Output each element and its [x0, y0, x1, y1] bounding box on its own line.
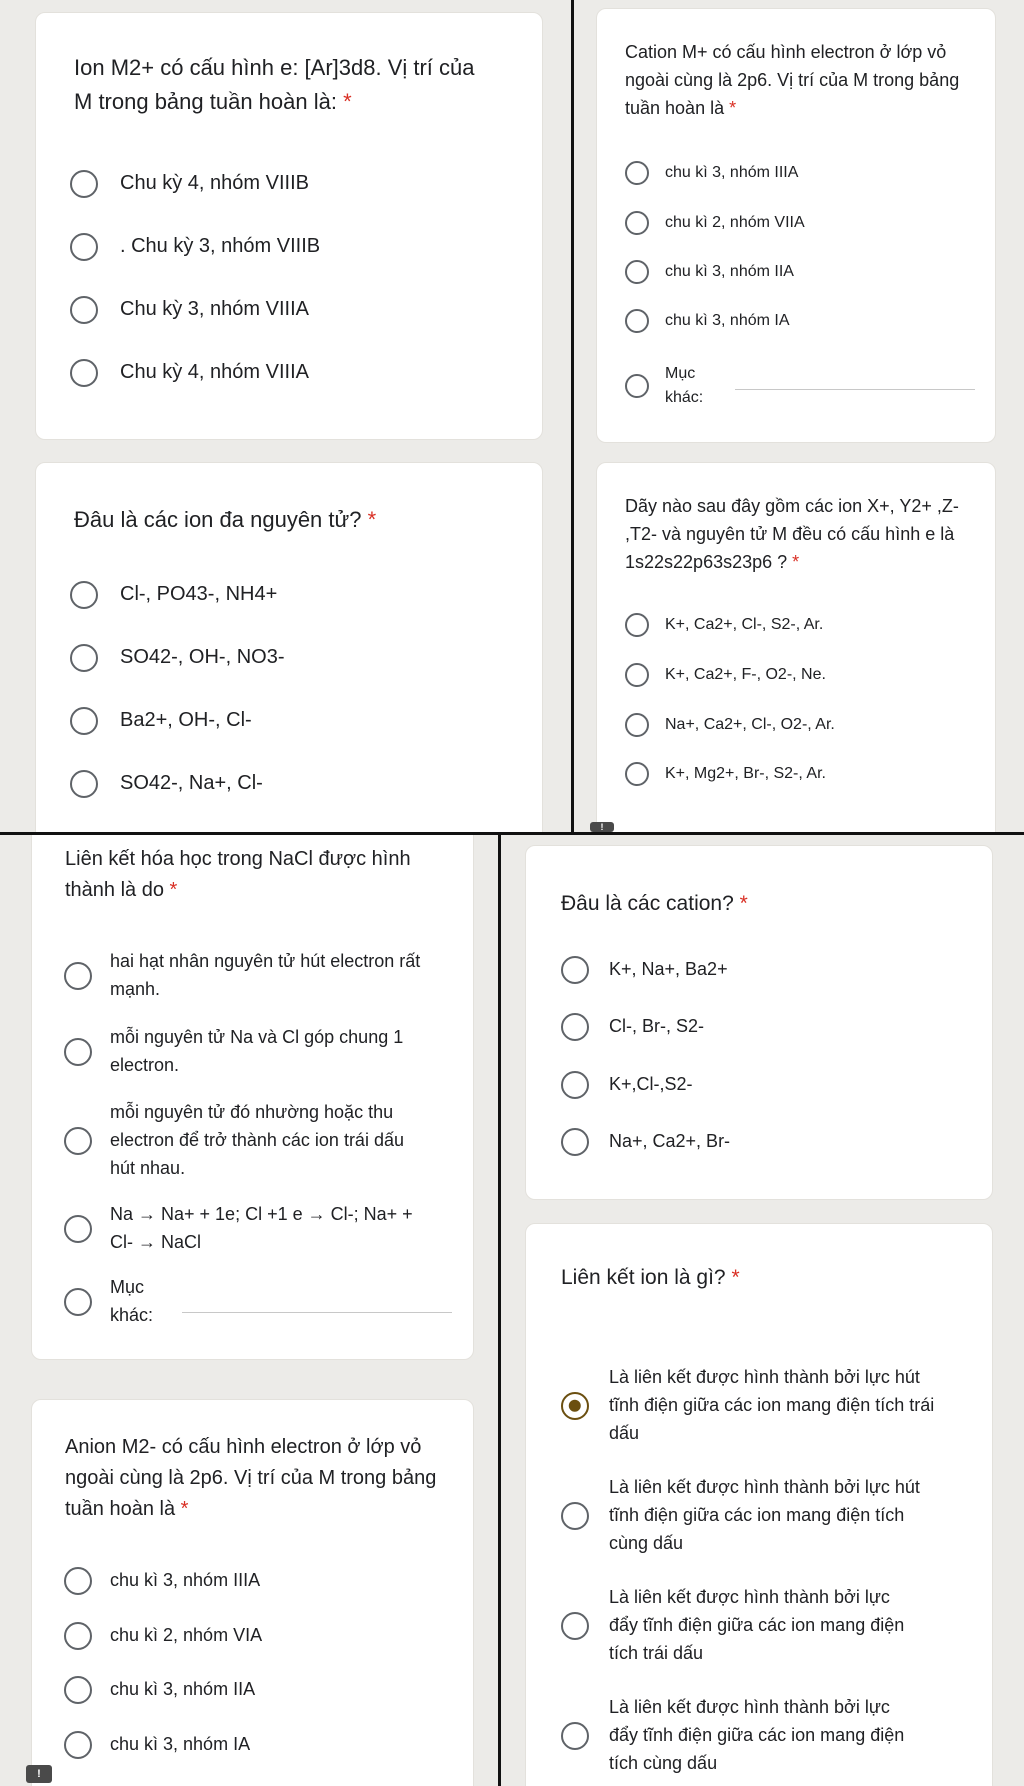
option-q6-4[interactable] — [64, 1731, 250, 1759]
radio-button[interactable] — [561, 956, 589, 984]
question-title-q6: Anion M2- có cấu hình electron ở lớp vỏ ngoài cùng là 2p6. Vị trí của M trong bảng tuần hoàn là * — [65, 1436, 437, 1520]
option-label: Na+, Ca2+, Cl-, O2-, Ar. — [665, 716, 835, 733]
screenshot-top-right — [574, 0, 1024, 832]
option-q4-4[interactable] — [625, 762, 826, 787]
radio-button[interactable] — [625, 613, 649, 637]
other-label: Mục khác: — [110, 1277, 154, 1325]
option-q1-2[interactable] — [70, 231, 320, 262]
option-q2-2[interactable] — [625, 211, 805, 236]
option-label: hai hạt nhân nguyên tử hút electron rất mạnh. — [110, 951, 421, 999]
radio-button[interactable] — [625, 309, 649, 333]
option-label: SO42-, Na+, Cl- — [120, 772, 263, 794]
radio-button[interactable] — [625, 713, 649, 737]
radio-button[interactable] — [70, 581, 98, 609]
radio-button[interactable] — [561, 1071, 589, 1099]
radio-button[interactable] — [64, 1567, 92, 1595]
option-label: Chu kỳ 4, nhóm VIIIB — [120, 172, 309, 194]
required-asterisk: * — [367, 507, 377, 532]
option-q3-2[interactable] — [70, 642, 284, 673]
option-label: Cl-, PO43-, NH4+ — [120, 583, 278, 605]
radio-button[interactable] — [561, 1013, 589, 1041]
radio-button[interactable] — [625, 762, 649, 786]
radio-button[interactable] — [70, 770, 98, 798]
option-q6-3[interactable] — [64, 1676, 255, 1704]
collage-divider-horizontal — [0, 832, 1024, 835]
option-q7-3[interactable] — [561, 1071, 693, 1099]
option-q2-3[interactable] — [625, 260, 794, 285]
option-label: chu kì 3, nhóm IA — [665, 312, 790, 329]
other-text-input[interactable] — [182, 1312, 452, 1313]
radio-button[interactable] — [70, 359, 98, 387]
radio-button[interactable] — [625, 663, 649, 687]
option-label: chu kì 2, nhóm VIA — [110, 1625, 263, 1646]
option-label: Là liên kết được hình thành bởi lực đẩy tĩnh điện giữa các ion mang điện tích cùng dấu — [609, 1697, 905, 1773]
radio-button[interactable] — [64, 1622, 92, 1650]
option-q3-1[interactable] — [70, 579, 277, 610]
question-card-q3 — [35, 462, 543, 832]
other-text-input[interactable] — [735, 389, 975, 390]
option-q7-4[interactable] — [561, 1128, 730, 1156]
option-q3-4[interactable] — [70, 768, 263, 799]
option-q3-3[interactable] — [70, 705, 252, 736]
radio-button[interactable] — [64, 1038, 92, 1066]
screenshot-bottom-right — [501, 835, 1024, 1786]
required-asterisk: * — [343, 89, 352, 115]
option-q4-2[interactable] — [625, 663, 826, 688]
required-asterisk: * — [739, 892, 748, 915]
radio-button[interactable] — [70, 170, 98, 198]
option-q8-4[interactable] — [561, 1694, 921, 1778]
required-asterisk: * — [169, 879, 178, 901]
question-title-q1: Ion M2+ có cấu hình e: [Ar]3d8. Vị trí của M trong bảng tuần hoàn là: * — [74, 55, 475, 115]
option-label: chu kì 3, nhóm IIA — [665, 263, 794, 280]
option-label: Cl-, Br-, S2- — [609, 1016, 705, 1037]
collage-divider-bottom-vertical — [498, 833, 501, 1786]
radio-button[interactable] — [625, 161, 649, 185]
option-label: chu kì 3, nhóm IIA — [110, 1679, 256, 1700]
option-q5-other[interactable] — [64, 1274, 153, 1330]
question-title-q2: Cation M+ có cấu hình electron ở lớp vỏ ngoài cùng là 2p6. Vị trí của M trong bảng tuần hoàn là * — [625, 42, 960, 118]
option-label: Chu kỳ 3, nhóm VIIIA — [120, 298, 309, 320]
question-card-q4 — [596, 462, 996, 832]
required-asterisk: * — [180, 1498, 189, 1520]
question-title-q3: Đâu là các ion đa nguyên tử? * — [74, 507, 377, 532]
option-q1-1[interactable] — [70, 168, 309, 199]
question-card-q7 — [525, 845, 993, 1200]
collage-divider-top-vertical — [571, 0, 574, 833]
option-label: Na → Na+ + 1e; Cl +1 e → Cl-; Na+ + Cl- → NaCl — [110, 1204, 413, 1252]
option-q5-2[interactable] — [64, 1024, 444, 1080]
option-q2-4[interactable] — [625, 309, 790, 334]
option-q8-1-selected[interactable] — [561, 1364, 941, 1448]
option-q2-other[interactable] — [625, 362, 703, 410]
option-label: K+, Mg2+, Br-, S2-, Ar. — [665, 765, 826, 782]
screenshot-top-left — [0, 0, 571, 832]
radio-button[interactable] — [561, 1612, 589, 1640]
radio-button[interactable] — [64, 962, 92, 990]
radio-button[interactable] — [64, 1127, 92, 1155]
screenshot-bottom-left — [0, 835, 498, 1786]
option-q5-1[interactable] — [64, 948, 444, 1004]
option-label: Là liên kết được hình thành bởi lực hút tĩnh điện giữa các ion mang điện tích cùng dấu — [609, 1477, 920, 1553]
radio-button[interactable] — [625, 211, 649, 235]
question-title-q5: Liên kết hóa học trong NaCl được hình thành là do * — [65, 848, 411, 901]
radio-button[interactable] — [64, 1215, 92, 1243]
radio-button[interactable] — [561, 1502, 589, 1530]
option-label: SO42-, OH-, NO3- — [120, 646, 285, 668]
option-label: Ba2+, OH-, Cl- — [120, 709, 252, 731]
radio-button-selected[interactable] — [561, 1392, 589, 1420]
option-q7-1[interactable] — [561, 956, 728, 984]
radio-button[interactable] — [70, 296, 98, 324]
option-q4-1[interactable] — [625, 613, 823, 638]
radio-button[interactable] — [625, 260, 649, 284]
option-q6-2[interactable] — [64, 1622, 262, 1650]
option-label: Chu kỳ 4, nhóm VIIIA — [120, 361, 309, 383]
radio-button[interactable] — [70, 707, 98, 735]
radio-button[interactable] — [64, 1676, 92, 1704]
option-label: K+, Na+, Ba2+ — [609, 959, 728, 980]
option-label: Là liên kết được hình thành bởi lực hút tĩnh điện giữa các ion mang điện tích trái dấu — [609, 1367, 935, 1443]
option-q8-3[interactable] — [561, 1584, 921, 1668]
option-label: mỗi nguyên tử đó nhường hoặc thu electron để trở thành các ion trái dấu hút nhau. — [110, 1102, 404, 1178]
option-q1-4[interactable] — [70, 357, 309, 388]
option-label: Na+, Ca2+, Br- — [609, 1131, 731, 1152]
option-q4-3[interactable] — [625, 713, 835, 738]
option-q6-1[interactable] — [64, 1567, 260, 1595]
option-q5-4[interactable] — [64, 1201, 424, 1257]
required-asterisk: * — [731, 1266, 740, 1289]
option-label: chu kì 3, nhóm IIIA — [665, 164, 799, 181]
question-card-q5 — [31, 835, 474, 1360]
required-asterisk: * — [729, 97, 737, 118]
radio-button[interactable] — [625, 374, 649, 398]
question-card-q8 — [525, 1223, 993, 1786]
question-card-q1 — [35, 12, 543, 440]
radio-button[interactable] — [64, 1288, 92, 1316]
radio-button[interactable] — [561, 1128, 589, 1156]
option-label: mỗi nguyên tử Na và Cl góp chung 1 electron. — [110, 1027, 404, 1075]
option-q1-3[interactable] — [70, 294, 309, 325]
option-label: Là liên kết được hình thành bởi lực đẩy tĩnh điện giữa các ion mang điện tích trái dấu — [609, 1587, 905, 1663]
feedback-badge[interactable]: ! — [26, 1765, 52, 1783]
option-q8-2[interactable] — [561, 1474, 941, 1558]
question-card-q6 — [31, 1399, 474, 1786]
radio-button[interactable] — [561, 1722, 589, 1750]
question-title-q8: Liên kết ion là gì? * — [561, 1266, 740, 1289]
option-q7-2[interactable] — [561, 1013, 704, 1041]
option-label: K+, Ca2+, F-, O2-, Ne. — [665, 666, 826, 683]
option-label: . Chu kỳ 3, nhóm VIIIB — [120, 235, 321, 257]
feedback-badge[interactable]: ! — [590, 822, 614, 832]
option-label: chu kì 3, nhóm IA — [110, 1734, 251, 1755]
question-title-q7: Đâu là các cation? * — [561, 892, 748, 915]
option-label: chu kì 2, nhóm VIIA — [665, 214, 805, 231]
option-q5-3[interactable] — [64, 1099, 409, 1183]
option-label: K+, Ca2+, Cl-, S2-, Ar. — [665, 616, 824, 633]
question-title-q4: Dãy nào sau đây gồm các ion X+, Y2+ ,Z- ,T2- và nguyên tử M đều có cấu hình e là 1s22s22p63s23p6 ? * — [625, 496, 959, 572]
option-q2-1[interactable] — [625, 161, 798, 186]
option-label: chu kì 3, nhóm IIIA — [110, 1570, 261, 1591]
radio-button[interactable] — [64, 1731, 92, 1759]
option-label: K+,Cl-,S2- — [609, 1074, 693, 1095]
radio-button[interactable] — [70, 233, 98, 261]
radio-button[interactable] — [70, 644, 98, 672]
other-label: Mục khác: — [665, 365, 704, 406]
required-asterisk: * — [792, 551, 800, 572]
question-card-q2 — [596, 8, 996, 443]
